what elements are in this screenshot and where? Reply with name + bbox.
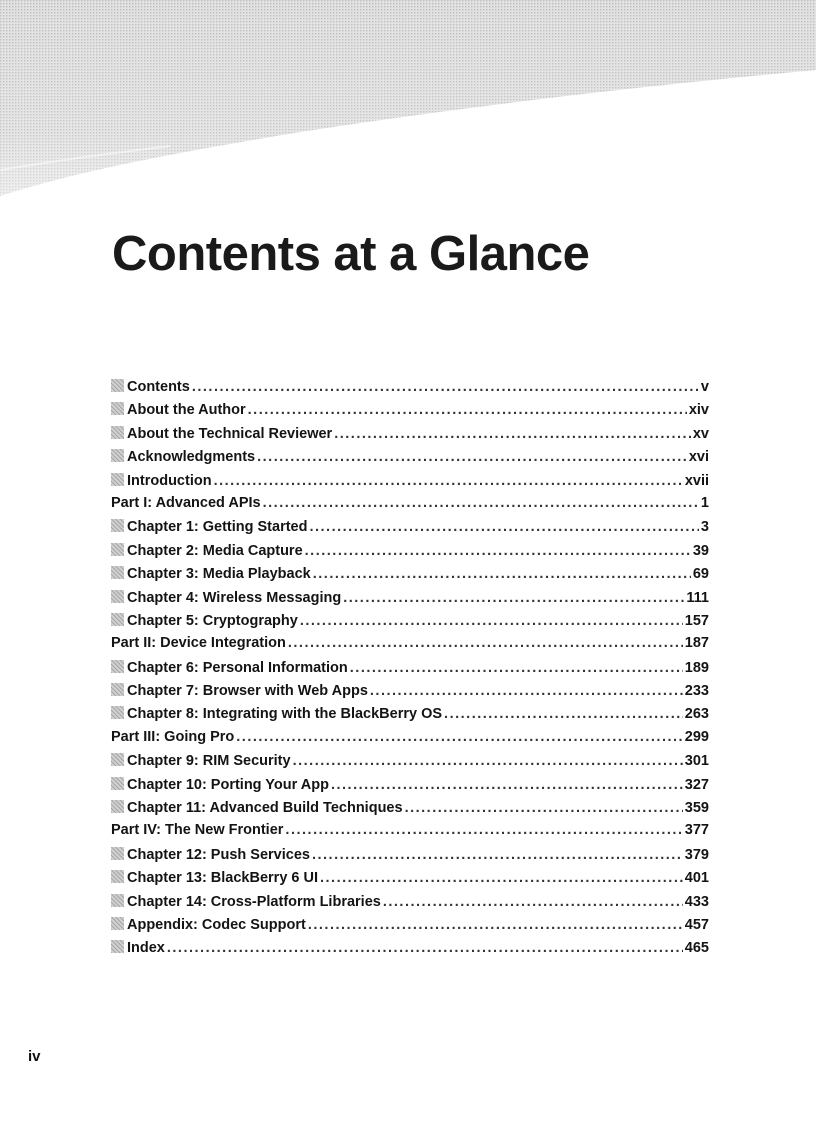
dot-leader: [350, 660, 683, 676]
dot-leader: [257, 449, 687, 465]
dot-leader: [293, 753, 683, 769]
toc-entry-page: xiv: [688, 402, 709, 419]
toc-entry-label: Part IV: The New Frontier: [111, 822, 284, 839]
toc-entry[interactable]: [111, 425, 709, 448]
toc-entry-label: Chapter 6: Personal Information: [127, 659, 348, 676]
toc-entry-page: 187: [684, 635, 709, 652]
toc-entry[interactable]: [111, 589, 709, 612]
dot-leader: [288, 635, 683, 651]
chapter-marker-icon: [111, 660, 124, 673]
toc-entry[interactable]: [111, 916, 709, 939]
toc-entry-page: 157: [684, 612, 709, 629]
toc-entry-page: xv: [692, 425, 709, 442]
toc-entry-page: 401: [684, 870, 709, 887]
dot-leader: [313, 566, 691, 582]
toc-entry-label: Chapter 13: BlackBerry 6 UI: [127, 870, 318, 887]
toc-entry-label: About the Technical Reviewer: [127, 425, 333, 442]
chapter-marker-icon: [111, 473, 124, 486]
dot-leader: [248, 402, 687, 418]
chapter-marker-icon: [111, 753, 124, 766]
toc-entry-page: 39: [692, 542, 709, 559]
toc-entry[interactable]: [111, 472, 709, 495]
chapter-marker-icon: [111, 379, 124, 392]
toc-entry-label: Chapter 10: Porting Your App: [127, 776, 329, 793]
toc-entry-page: v: [700, 379, 709, 395]
toc-entry-label: Introduction: [127, 472, 212, 489]
toc-entry-label: Chapter 5: Cryptography: [127, 612, 298, 629]
toc-entry-label: Chapter 2: Media Capture: [127, 542, 303, 559]
toc-entry-label: Chapter 9: RIM Security: [127, 753, 291, 770]
toc-entry[interactable]: [111, 518, 709, 541]
toc-entry[interactable]: [111, 401, 709, 424]
dot-leader: [308, 917, 683, 933]
toc-entry-page: 263: [684, 706, 709, 723]
dot-leader: [263, 495, 699, 511]
toc-entry-label: Chapter 12: Push Services: [127, 846, 310, 863]
toc-entry-label: Chapter 4: Wireless Messaging: [127, 589, 342, 606]
toc-entry-label: Part III: Going Pro: [111, 728, 235, 745]
toc-entry-page: 69: [692, 566, 709, 583]
toc-entry-page: 465: [684, 940, 709, 957]
toc-entry[interactable]: [111, 752, 709, 775]
chapter-marker-icon: [111, 566, 124, 579]
chapter-marker-icon: [111, 449, 124, 462]
toc-entry[interactable]: [111, 448, 709, 471]
chapter-marker-icon: [111, 940, 124, 953]
toc-entry-page: 1: [700, 494, 709, 511]
toc-entry-label: Chapter 8: Integrating with the BlackBerry OS: [127, 706, 443, 723]
toc-entry-page: xvi: [688, 449, 709, 466]
dot-leader: [167, 940, 683, 956]
dot-leader: [370, 683, 683, 699]
toc-entry-label: Chapter 3: Media Playback: [127, 566, 311, 583]
dot-leader: [192, 379, 699, 395]
toc-entry-page: 111: [686, 589, 709, 606]
toc-entry-page: 377: [684, 822, 709, 839]
chapter-marker-icon: [111, 917, 124, 930]
toc-entry[interactable]: [111, 705, 709, 728]
toc-entry-label: Chapter 1: Getting Started: [127, 519, 308, 536]
toc-entry-label: Contents: [127, 379, 190, 395]
dot-leader: [444, 706, 683, 722]
dot-leader: [300, 613, 683, 629]
toc-entry[interactable]: [111, 612, 709, 635]
dot-leader: [305, 543, 691, 559]
chapter-marker-icon: [111, 683, 124, 696]
chapter-marker-icon: [111, 894, 124, 907]
header-swoosh-graphic: [0, 0, 816, 200]
toc-entry-label: Chapter 7: Browser with Web Apps: [127, 683, 368, 700]
toc-entry-page: 301: [684, 753, 709, 770]
toc-entry[interactable]: [111, 565, 709, 588]
toc-entry-page: 457: [684, 916, 709, 933]
chapter-marker-icon: [111, 706, 124, 719]
chapter-marker-icon: [111, 777, 124, 790]
toc-entry[interactable]: [111, 776, 709, 799]
toc-part-heading[interactable]: [111, 635, 709, 658]
toc-entry-label: Index: [127, 940, 165, 957]
toc-entry-label: Appendix: Codec Support: [127, 916, 306, 933]
dot-leader: [320, 870, 683, 886]
toc-part-heading[interactable]: [111, 495, 709, 518]
chapter-marker-icon: [111, 426, 124, 439]
dot-leader: [331, 777, 683, 793]
dot-leader: [343, 590, 684, 606]
toc-entry[interactable]: [111, 542, 709, 565]
dot-leader: [383, 894, 683, 910]
dot-leader: [405, 800, 683, 816]
toc-entry-page: 359: [684, 800, 709, 817]
dot-leader: [312, 847, 683, 863]
page-title: Contents at a Glance: [112, 227, 590, 281]
toc-entry-page: 3: [700, 519, 709, 536]
chapter-marker-icon: [111, 543, 124, 556]
toc-entry-page: 233: [684, 683, 709, 700]
toc-entry[interactable]: [111, 682, 709, 705]
toc-entry[interactable]: [111, 893, 709, 916]
toc-part-heading[interactable]: [111, 822, 709, 845]
chapter-marker-icon: [111, 519, 124, 532]
toc-entry[interactable]: [111, 939, 709, 962]
toc-entry-label: Part I: Advanced APIs: [111, 494, 261, 511]
toc-entry-page: 299: [684, 728, 709, 745]
toc-entry-label: About the Author: [127, 402, 246, 419]
toc-entry-page: 433: [684, 893, 709, 910]
dot-leader: [285, 822, 682, 838]
chapter-marker-icon: [111, 870, 124, 883]
toc-entry-label: Part II: Device Integration: [111, 635, 286, 652]
toc-entry-page: 189: [684, 659, 709, 676]
chapter-marker-icon: [111, 590, 124, 603]
toc-entry[interactable]: [111, 799, 709, 822]
toc-entry-page: 379: [684, 846, 709, 863]
dot-leader: [236, 729, 683, 745]
toc-entry-page: xvii: [684, 472, 709, 489]
toc-entry[interactable]: [111, 378, 709, 401]
chapter-marker-icon: [111, 402, 124, 415]
toc-entry[interactable]: [111, 846, 709, 869]
chapter-marker-icon: [111, 800, 124, 813]
toc-entry-label: Acknowledgments: [127, 449, 256, 466]
page-number: iv: [28, 1048, 41, 1065]
dot-leader: [214, 473, 683, 489]
chapter-marker-icon: [111, 613, 124, 626]
toc-entry[interactable]: [111, 659, 709, 682]
dot-leader: [309, 519, 698, 535]
chapter-marker-icon: [111, 847, 124, 860]
table-of-contents: [111, 378, 709, 963]
toc-entry-label: Chapter 14: Cross-Platform Libraries: [127, 893, 381, 910]
toc-part-heading[interactable]: [111, 729, 709, 752]
toc-entry-page: 327: [684, 776, 709, 793]
toc-entry[interactable]: [111, 869, 709, 892]
dot-leader: [334, 426, 691, 442]
toc-entry-label: Chapter 11: Advanced Build Techniques: [127, 800, 403, 817]
